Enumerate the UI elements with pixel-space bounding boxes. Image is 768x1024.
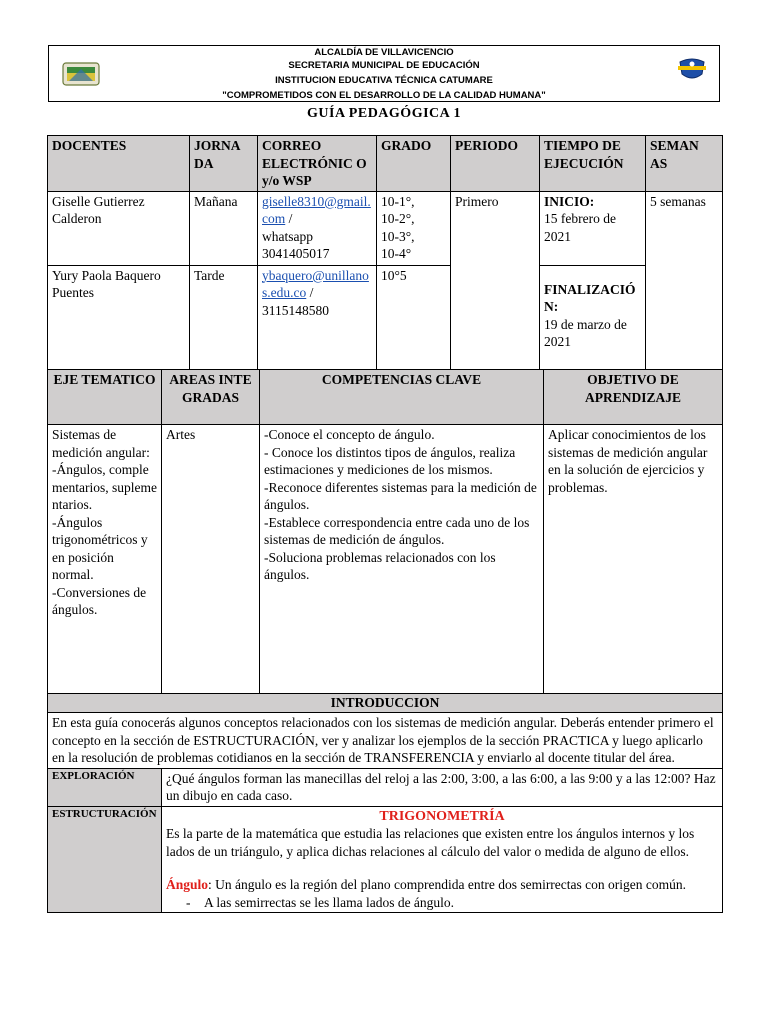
whatsapp-1: whatsapp 3041405017 [262,228,330,261]
email-link-1[interactable]: giselle8310@gmail.com [262,193,371,226]
angulo-definition: Ángulo: Un ángulo es la región del plano comprendida entre dos semirrectas con origen común. [166,877,687,892]
periodo: Primero [451,191,540,371]
header-competencias: COMPETENCIAS CLAVE [260,370,544,425]
exploracion-label: EXPLORACIÓN [48,768,162,806]
estructuracion-label: ESTRUCTURACIÓN [48,806,162,913]
areas-integradas: Artes [162,425,260,694]
estructuracion-content [162,806,723,913]
header-tiempo: TIEMPO DE EJECUCIÓN [540,136,646,192]
inicio-cell: INICIO: 15 febrero de 2021 [540,191,646,265]
header-areas: AREAS INTEGRADAS [162,370,260,425]
email-link-2[interactable]: ybaquero@unillanos.edu.co [262,267,369,300]
school-shield-icon [676,56,708,82]
contact-cell-2: ybaquero@unillanos.edu.co / 3115148580 [258,265,377,371]
grado-cell-1: 10-1°, 10-2°, 10-3°, 10-4° [377,191,451,265]
header-objetivo: OBJETIVO DE APRENDIZAJE [544,370,723,425]
teachers-table [47,135,723,372]
header-semanas: SEMAN AS [646,136,723,192]
trigonometria-heading: TRIGONOMETRÍA [379,808,505,824]
introduccion-title: INTRODUCCION [48,694,723,713]
jornada-2: Tarde [190,265,258,371]
trigonometria-definition: Es la parte de la matemática que estudia las relaciones que existen entre los ángulos internos y los lados de un triángulo, y aplica dichas relaciones al cálculo del valor o medida de alguno de ellos. [166,826,695,859]
finalizacion-cell: FINALIZACIÓN: 19 de marzo de 2021 [540,265,646,371]
header-docentes: DOCENTES [48,136,190,192]
contact-cell-1: giselle8310@gmail.com / whatsapp 3041405017 [258,191,377,265]
header-line-1: ALCALDÍA DE VILLAVICENCIO [314,47,454,58]
docente-2: Yury Paola Baquero Puentes [48,265,190,371]
header-line-2: SECRETARIA MUNICIPAL DE EDUCACIÓN [288,60,480,71]
header-eje: EJE TEMATICO [48,370,162,425]
competencies-table [47,369,723,694]
semanas: 5 semanas [646,191,723,371]
page-title: GUÍA PEDAGÓGICA 1 [307,106,461,121]
competencias-cell: -Conoce el concepto de ángulo. - Conoce los distintos tipos de ángulos, realiza estimaciones y mediciones de los mismos. -Reconoce diferentes sistemas para la medición de ángulos. -Establece correspondencia entre cada uno de los sistemas de medición de ángulos. -Soluciona problemas relacionados con los ángulos. [260,425,544,694]
objetivo-aprendizaje: Aplicar conocimientos de los sistemas de medición angular en la solución de ejercicios y problemas. [544,425,723,694]
jornada-1: Mañana [190,191,258,265]
header-line-3: INSTITUCION EDUCATIVA TÉCNICA CATUMARE [275,75,493,86]
guide-sections-table [47,693,723,913]
header-correo: CORREO ELECTRÓNIC O y/o WSP [258,136,377,192]
header-jornada: JORNA DA [190,136,258,192]
grado-2: 10°5 [377,265,451,371]
phone-2: 3115148580 [262,302,329,318]
header-periodo: PERIODO [451,136,540,192]
exploracion-text: ¿Qué ángulos forman las manecillas del reloj a las 2:00, 3:00, a las 6:00, a las 9:00 y a las 12:00? Haz un dibujo en cada caso. [162,768,723,806]
header-grado: GRADO [377,136,451,192]
semirrectas-bullet: - A las semirrectas se les llama lados de ángulo. [186,894,455,910]
header-line-4: "COMPROMETIDOS CON EL DESARROLLO DE LA CALIDAD HUMANA" [222,90,546,101]
eje-tematico-cell: Sistemas de medición angular: -Ángulos, complementarios, suplementarios. -Ángulos trigonométricos y en posición normal. -Conversiones de ángulos. [48,425,162,694]
docente-1: Giselle Gutierrez Calderon [48,191,190,265]
school-header [48,45,720,102]
introduccion-text: En esta guía conocerás algunos conceptos relacionados con los sistemas de medición angular. Deberás entender primero el concepto en la sección de ESTRUCTURACIÓN, ver y analizar los ejemplos de la sección PRACTICA y luego aplicarlo en la resolución de problemas cotidianos en la sección de TRANSFERENCIA y enviarlo al docente titular del área. [48,713,723,769]
